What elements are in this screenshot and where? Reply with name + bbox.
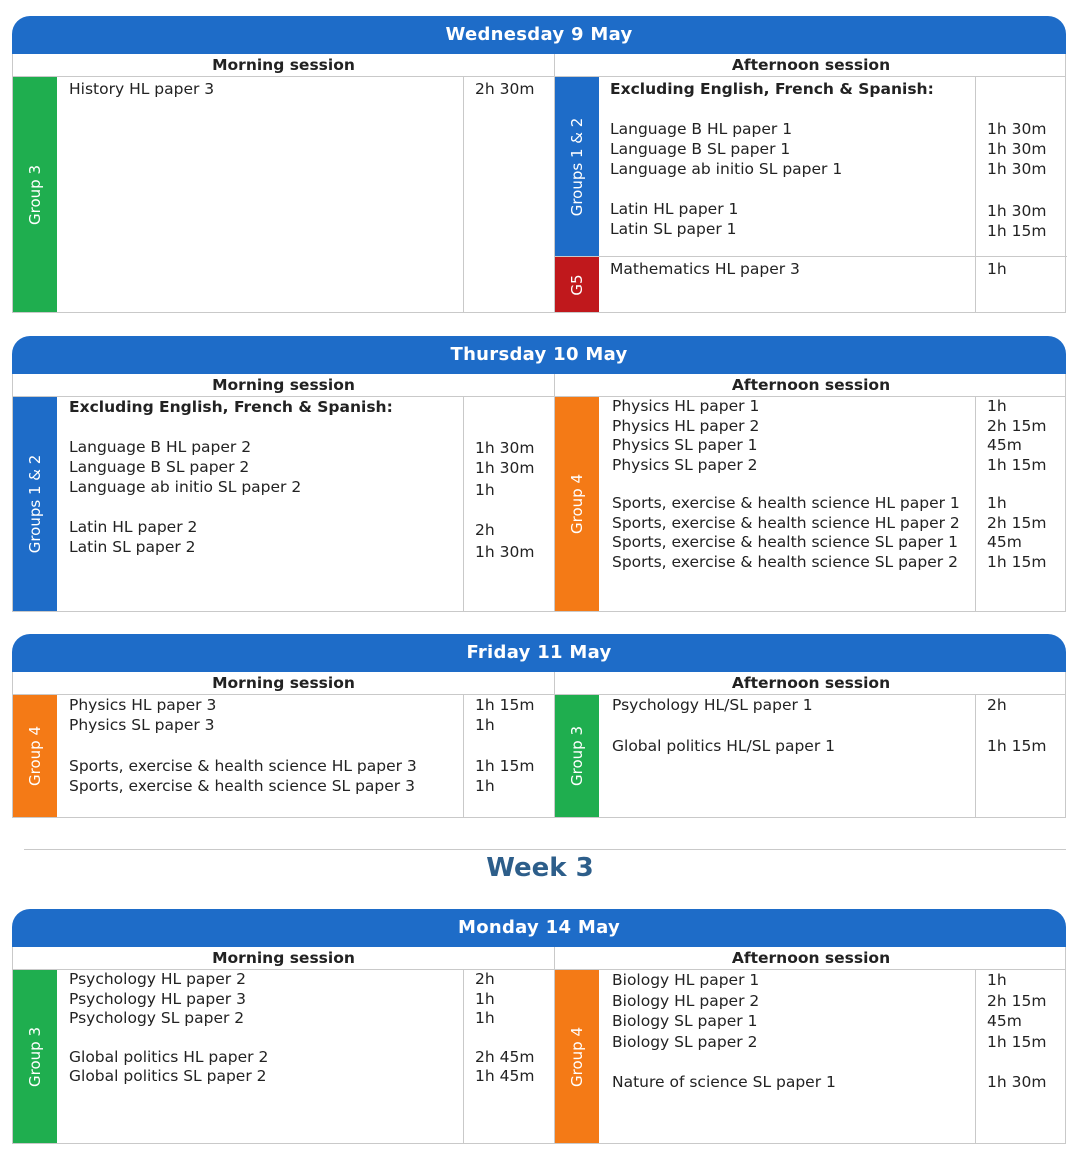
subject: Latin SL paper 2 [69, 538, 196, 556]
duration: 2h 15m [987, 991, 1047, 1010]
subject: Sports, exercise & health science SL paper 3 [69, 777, 415, 795]
morning-panel [13, 77, 554, 312]
subject: Psychology HL/SL paper 1 [612, 696, 813, 714]
subject-list [69, 79, 214, 99]
day-title: Thursday 10 May [12, 336, 1066, 374]
subject: Psychology SL paper 2 [69, 1009, 245, 1027]
schedule-body [12, 695, 1066, 818]
duration: 45m [987, 1012, 1022, 1030]
exam-block [555, 256, 1067, 312]
subject: Latin SL paper 1 [610, 220, 737, 238]
column-divider [975, 970, 976, 1143]
day-title: Friday 11 May [12, 634, 1066, 672]
session-labels [12, 947, 1066, 970]
duration: 1h [475, 481, 495, 499]
duration: 45m [987, 436, 1022, 454]
morning-session-label: Morning session [212, 949, 355, 967]
exam-block [555, 397, 1067, 611]
group-label: Group 3 [13, 970, 57, 1143]
group-label: Groups 1 & 2 [555, 77, 599, 256]
subject: Biology HL paper 1 [612, 971, 760, 989]
session-labels [12, 672, 1066, 695]
subject: Physics SL paper 1 [612, 436, 758, 454]
duration: 1h [475, 777, 495, 795]
duration: 1h [987, 397, 1007, 415]
column-divider [463, 397, 464, 611]
duration: 2h 45m [475, 1047, 535, 1066]
morning-panel [13, 397, 554, 611]
subject-list [69, 695, 417, 796]
subject: Sports, exercise & health science SL paper 2 [612, 552, 958, 571]
duration: 1h 30m [987, 160, 1047, 178]
exam-block [13, 970, 554, 1143]
subject-list [69, 397, 393, 557]
day-friday [12, 634, 1066, 818]
afternoon-session-label: Afternoon session [554, 947, 1067, 969]
afternoon-session-label: Afternoon session [554, 374, 1067, 396]
duration: 1h 15m [475, 696, 535, 714]
duration: 1h 30m [987, 1073, 1047, 1091]
subject: Sports, exercise & health science SL paper 1 [612, 533, 958, 551]
subject: History HL paper 3 [69, 80, 215, 98]
group-label: Group 3 [13, 77, 57, 312]
duration: 2h [475, 970, 495, 988]
subject: Language B HL paper 2 [69, 438, 252, 456]
subject-heading: Excluding English, French & Spanish: [610, 80, 934, 98]
afternoon-session-label: Afternoon session [554, 672, 1067, 694]
column-divider [463, 695, 464, 817]
subject: Language ab initio SL paper 2 [69, 478, 302, 496]
schedule-body [12, 970, 1066, 1144]
subject-list [612, 695, 835, 756]
duration-list [987, 397, 1046, 572]
subject: Latin HL paper 2 [69, 518, 198, 536]
column-divider [975, 397, 976, 611]
duration: 1h 15m [987, 1032, 1047, 1051]
group-label: G5 [555, 257, 599, 312]
duration: 45m [987, 533, 1022, 551]
subject-list [612, 970, 836, 1093]
subject: Physics SL paper 2 [612, 455, 758, 474]
subject: Physics HL paper 3 [69, 696, 217, 714]
session-labels [12, 374, 1066, 397]
day-title: Wednesday 9 May [12, 16, 1066, 54]
subject: Language B HL paper 1 [610, 120, 793, 138]
day-title: Monday 14 May [12, 909, 1066, 947]
duration: 1h 30m [987, 140, 1047, 158]
subject: Physics HL paper 1 [612, 397, 760, 415]
exam-block [13, 397, 554, 611]
group-label: Group 4 [555, 970, 599, 1143]
duration: 2h 15m [987, 416, 1047, 435]
subject: Psychology HL paper 2 [69, 970, 246, 988]
afternoon-panel [554, 397, 1067, 611]
group-label: Group 4 [555, 397, 599, 611]
group-label: Group 3 [555, 695, 599, 817]
afternoon-panel [554, 695, 1067, 817]
subject: Mathematics HL paper 3 [610, 260, 800, 278]
duration: 1h 30m [475, 459, 535, 477]
afternoon-panel [554, 970, 1067, 1143]
column-divider [463, 77, 464, 312]
duration: 1h 30m [475, 439, 535, 457]
column-divider [975, 695, 976, 817]
duration: 1h 30m [987, 202, 1047, 220]
exam-block [13, 77, 554, 312]
schedule-body [12, 397, 1066, 612]
duration: 1h [987, 971, 1007, 989]
subject: Nature of science SL paper 1 [612, 1073, 836, 1091]
duration-list [475, 438, 534, 562]
session-labels [12, 54, 1066, 77]
subject: Psychology HL paper 3 [69, 989, 246, 1008]
duration-list [987, 259, 1007, 279]
subject: Language B SL paper 2 [69, 458, 250, 476]
subject: Biology HL paper 2 [612, 991, 760, 1010]
duration: 1h [475, 1009, 495, 1027]
subject: Global politics SL paper 2 [69, 1067, 267, 1085]
subject-list [612, 397, 960, 572]
subject-list [610, 259, 800, 279]
duration: 1h 15m [987, 455, 1047, 474]
subject: Language B SL paper 1 [610, 140, 791, 158]
week-divider [24, 849, 1066, 850]
duration: 2h [987, 696, 1007, 714]
subject: Physics SL paper 3 [69, 716, 215, 734]
subject-list [69, 970, 268, 1087]
subject: Global politics HL paper 2 [69, 1047, 269, 1066]
column-divider [463, 970, 464, 1143]
morning-panel [13, 695, 554, 817]
subject: Sports, exercise & health science HL paper 1 [612, 494, 960, 512]
duration-list [475, 79, 534, 99]
group-label: Groups 1 & 2 [13, 397, 57, 611]
subject: Biology SL paper 2 [612, 1032, 758, 1051]
subject: Sports, exercise & health science HL paper 3 [69, 757, 417, 775]
exam-block [555, 77, 1067, 256]
subject: Global politics HL/SL paper 1 [612, 737, 836, 755]
duration-list [475, 695, 534, 796]
exam-block [555, 970, 1067, 1143]
duration: 1h 45m [475, 1067, 535, 1085]
week-title: Week 3 [486, 853, 594, 883]
column-divider [975, 257, 976, 312]
duration: 1h 15m [475, 757, 535, 775]
morning-session-label: Morning session [212, 376, 355, 394]
exam-block [555, 695, 1067, 817]
duration: 2h 15m [987, 513, 1047, 532]
duration: 1h 15m [987, 552, 1047, 571]
day-thursday [12, 336, 1066, 612]
group-label: Group 4 [13, 695, 57, 817]
subject: Biology SL paper 1 [612, 1012, 758, 1030]
afternoon-session-label: Afternoon session [554, 54, 1067, 76]
afternoon-panel [554, 77, 1067, 312]
duration: 1h 30m [987, 120, 1047, 138]
schedule-body [12, 77, 1066, 313]
subject: Latin HL paper 1 [610, 200, 739, 218]
column-divider [975, 77, 976, 256]
duration: 1h [475, 989, 495, 1008]
morning-session-label: Morning session [212, 674, 355, 692]
duration-list [475, 970, 534, 1087]
duration: 1h [475, 716, 495, 734]
exam-block [13, 695, 554, 817]
day-monday [12, 909, 1066, 1144]
subject: Language ab initio SL paper 1 [610, 160, 843, 178]
duration-list [987, 119, 1046, 241]
morning-session-label: Morning session [212, 56, 355, 74]
subject-list [610, 79, 934, 239]
duration: 1h 15m [987, 222, 1047, 240]
duration: 1h 15m [987, 737, 1047, 755]
subject-heading: Excluding English, French & Spanish: [69, 398, 393, 416]
duration: 2h [475, 521, 495, 539]
morning-panel [13, 970, 554, 1143]
subject: Sports, exercise & health science HL paper 2 [612, 513, 960, 532]
day-wednesday [12, 16, 1066, 313]
duration: 1h [987, 260, 1007, 278]
duration-list [987, 970, 1046, 1093]
duration: 1h [987, 494, 1007, 512]
subject: Physics HL paper 2 [612, 416, 760, 435]
duration: 2h 30m [475, 80, 535, 98]
duration-list [987, 695, 1046, 756]
duration: 1h 30m [475, 543, 535, 561]
